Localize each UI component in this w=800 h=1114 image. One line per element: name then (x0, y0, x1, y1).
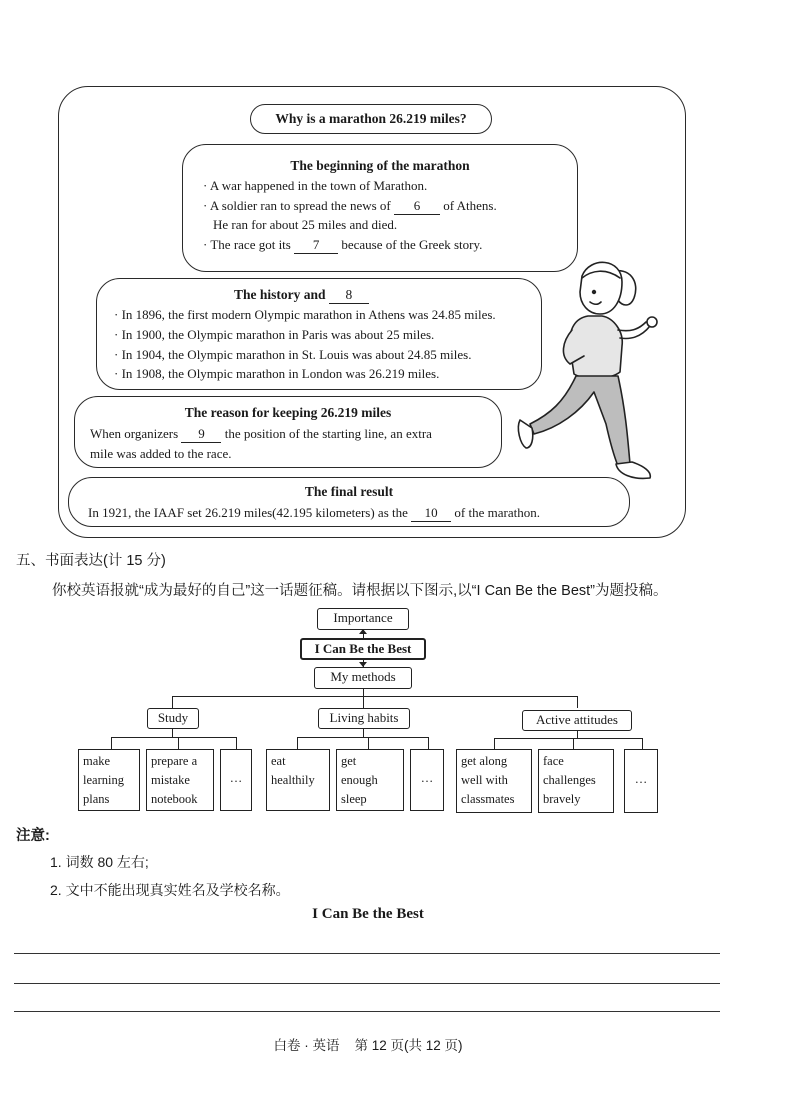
leaf-make-learning-plans: make learning plans (78, 749, 140, 811)
blank-9[interactable]: 9 (181, 426, 221, 443)
writing-line-2[interactable] (14, 983, 720, 984)
section-heading: 五、书面表达(计 15 分) (16, 553, 166, 569)
leaf-get-along-classmates: get along well with classmates (456, 749, 532, 813)
reason-title: The reason for keeping 26.219 miles (184, 405, 392, 420)
leaf-eat-healthily: eat healthily (266, 749, 330, 811)
node-active-attitudes: Active attitudes (522, 710, 632, 731)
beginning-line-1: · A war happened in the town of Marathon. (203, 178, 428, 193)
history-item-1: · In 1896, the first modern Olympic marathon in Athens was 24.85 miles. (114, 307, 496, 322)
runner-girl-illustration (510, 252, 670, 484)
essay-title: I Can Be the Best (312, 906, 424, 922)
beginning-line-3: He ran for about 25 miles and died. (213, 217, 398, 232)
history-item-2: · In 1900, the Olympic marathon in Paris was about 25 miles. (114, 327, 435, 342)
history-title: The history and 8 (234, 287, 369, 304)
beginning-line-4: · The race got its 7 because of the Greek story. (203, 237, 483, 252)
section-prompt: 你校英语报就“成为最好的自己”这一话题征稿。请根据以下图示,以“I Can Be the Best”为题投稿。 (52, 583, 668, 599)
history-item-4: · In 1908, the Olympic marathon in London was 26.219 miles. (114, 366, 440, 381)
history-item-3: · In 1904, the Olympic marathon in St. Louis was about 24.85 miles. (114, 347, 472, 362)
leaf-living-more: … (410, 749, 444, 811)
page-footer: 白卷 · 英语 第 12 页(共 12 页) (273, 1038, 463, 1053)
blank-10[interactable]: 10 (411, 505, 451, 522)
leaf-get-enough-sleep: get enough sleep (336, 749, 404, 811)
reason-line-2: mile was added to the race. (90, 446, 232, 461)
note-2: 2. 文中不能出现真实姓名及学校名称。 (50, 882, 290, 898)
leaf-face-challenges-bravely: face challenges bravely (538, 749, 614, 813)
node-center: I Can Be the Best (300, 638, 426, 660)
node-methods: My methods (314, 667, 412, 689)
node-living-habits: Living habits (318, 708, 410, 729)
blank-7[interactable]: 7 (294, 237, 338, 254)
writing-line-1[interactable] (14, 953, 720, 954)
beginning-line-2: · A soldier ran to spread the news of 6 of Athens. (203, 198, 497, 213)
leaf-study-more: … (220, 749, 252, 811)
arrow-up-icon (359, 629, 367, 634)
notes-heading: 注意: (16, 828, 50, 844)
leaf-active-more: … (624, 749, 658, 813)
reason-line-1: When organizers 9 the position of the starting line, an extra (90, 426, 432, 441)
final-title: The final result (304, 484, 394, 499)
blank-6[interactable]: 6 (394, 198, 440, 215)
marathon-main-title: Why is a marathon 26.219 miles? (250, 104, 492, 134)
writing-line-3[interactable] (14, 1011, 720, 1012)
final-line: In 1921, the IAAF set 26.219 miles(42.195 kilometers) as the 10 of the marathon. (88, 505, 540, 520)
blank-8[interactable]: 8 (329, 287, 369, 304)
beginning-title: The beginning of the marathon (290, 158, 470, 173)
leaf-prepare-mistake-notebook: prepare a mistake notebook (146, 749, 214, 811)
node-importance: Importance (317, 608, 409, 630)
node-study: Study (147, 708, 199, 729)
note-1: 1. 词数 80 左右; (50, 854, 149, 870)
